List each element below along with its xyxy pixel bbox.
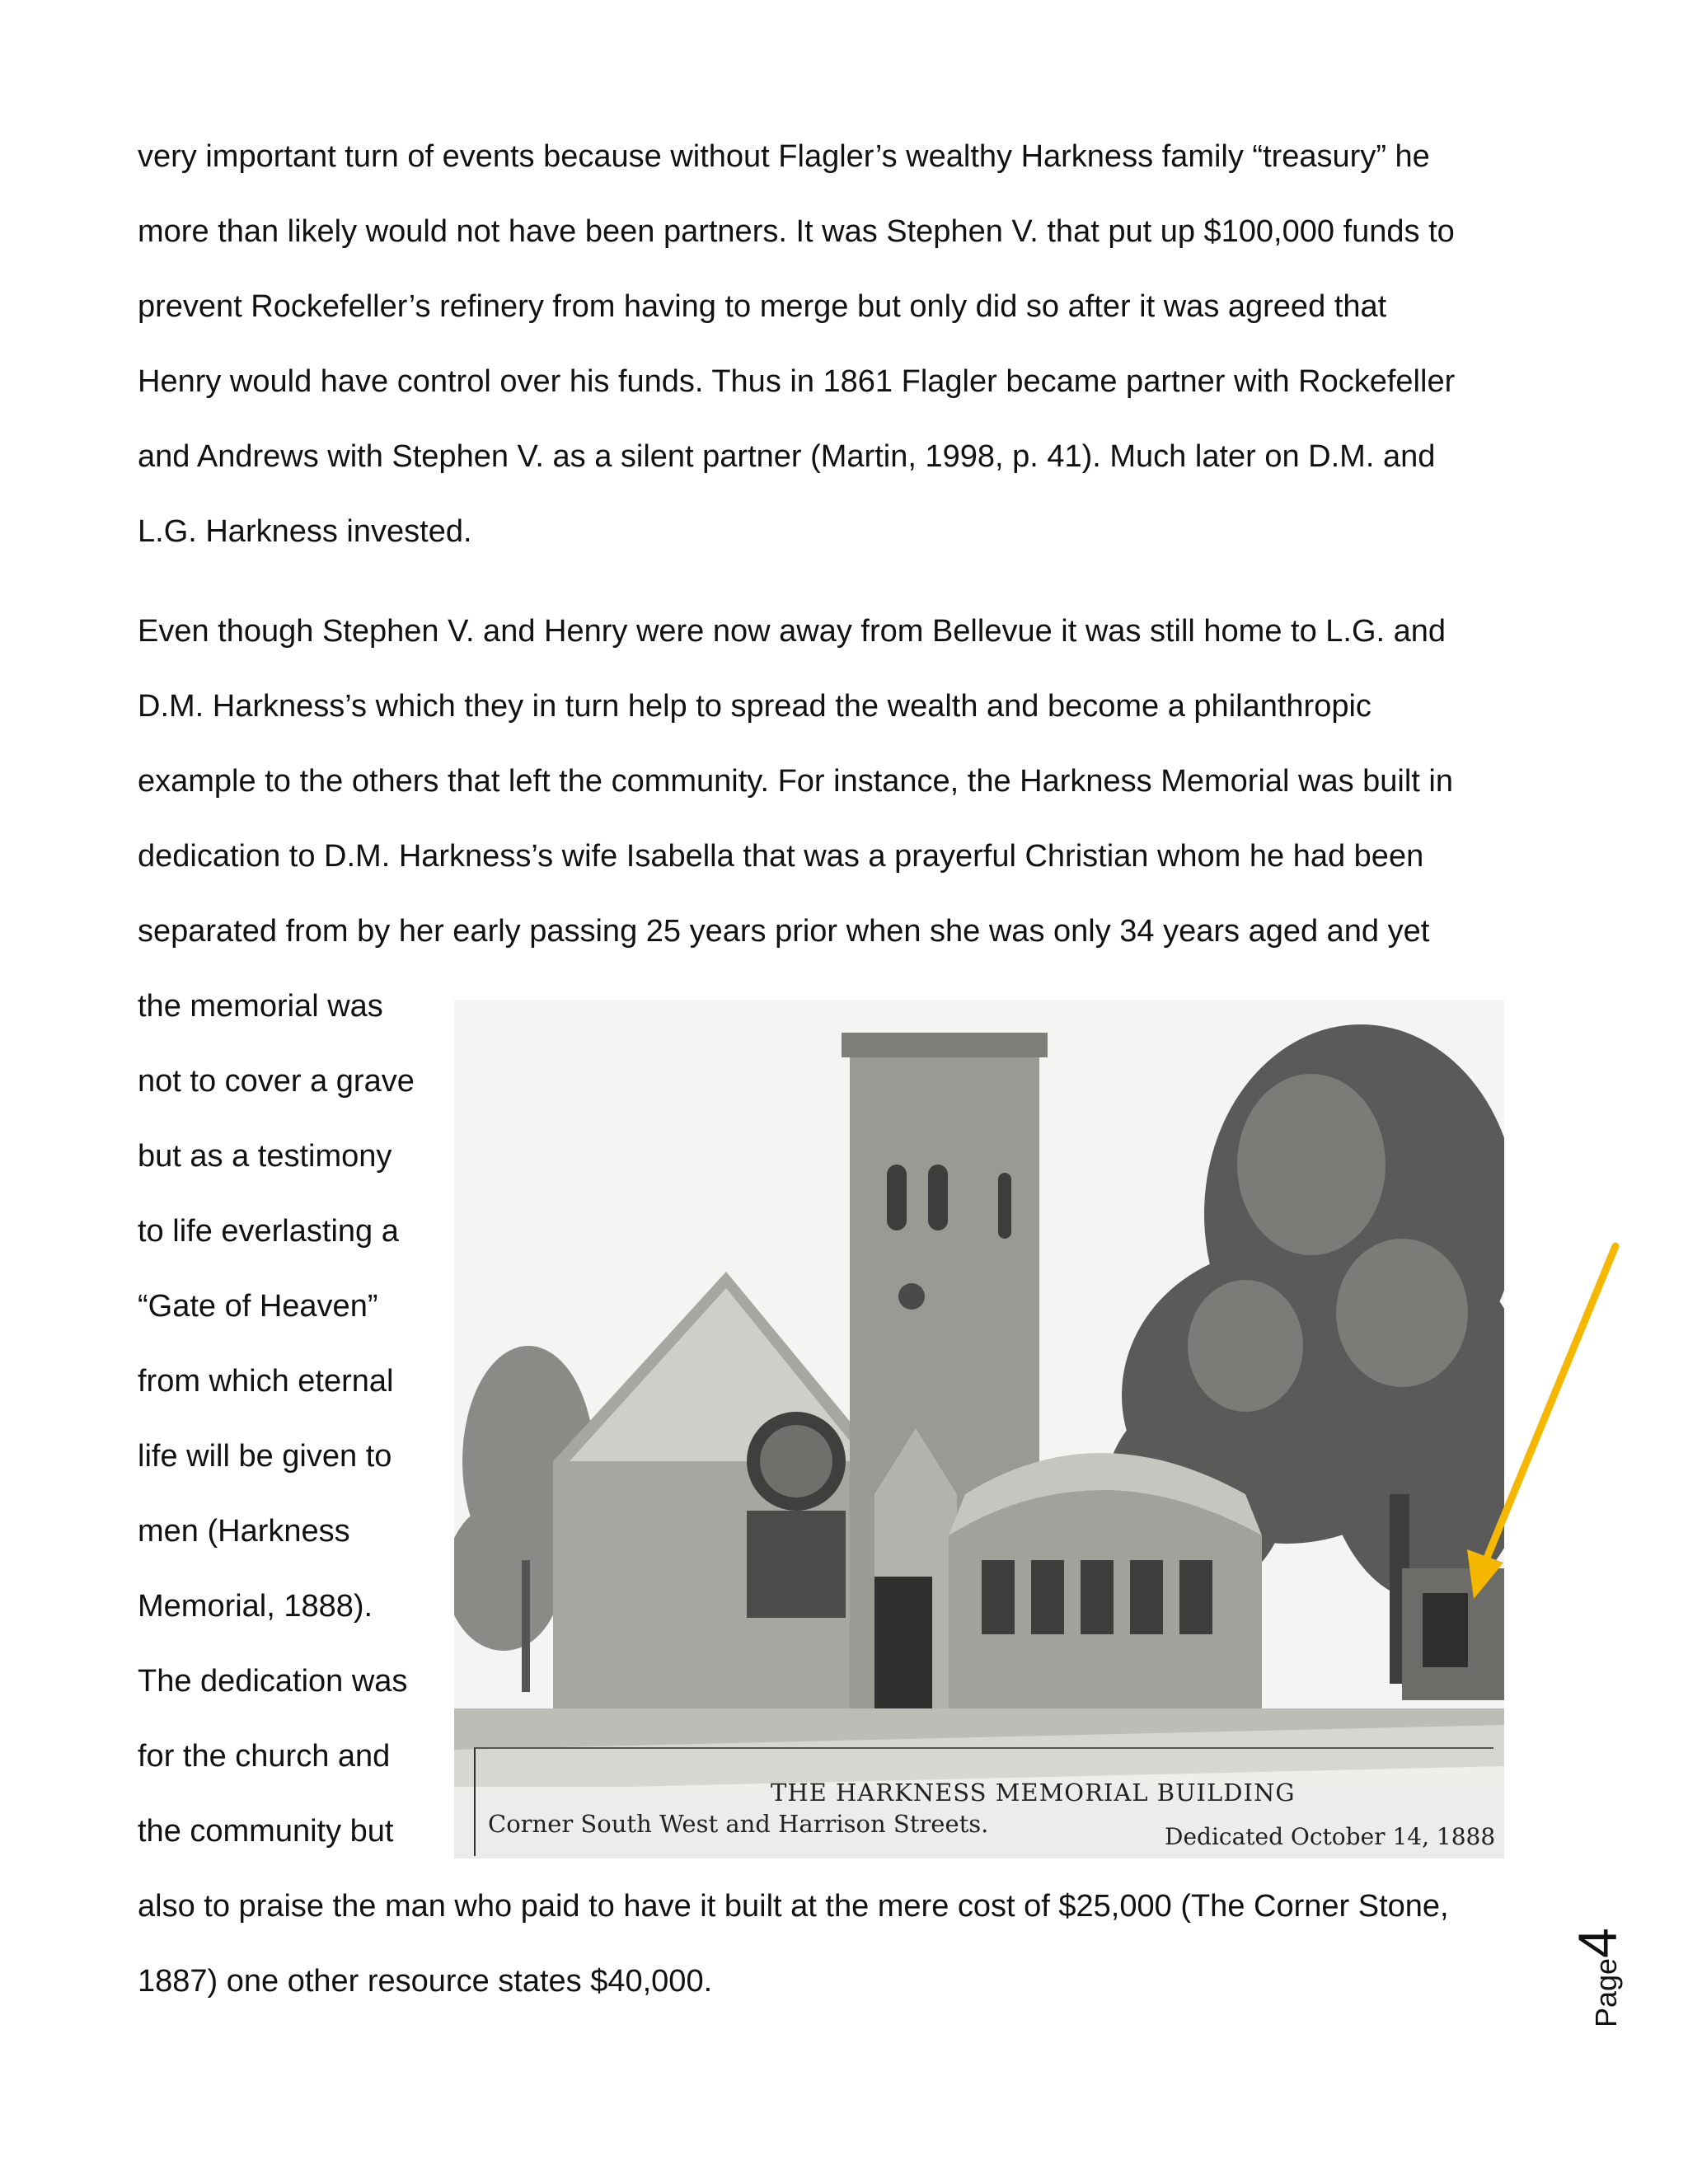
photo-caption-address: Corner South West and Harrison Streets. — [488, 1810, 989, 1838]
side-line-1: the memorial was — [138, 989, 383, 1024]
side-line-12: the community but — [138, 1814, 394, 1849]
page-number — [1566, 1928, 1629, 2027]
end-line-1: also to praise the man who paid to have it built at the mere cost of $25,000 (The Corner Stone, — [138, 1889, 1449, 1924]
body-line-11: separated from by her early passing 25 years prior when she was only 34 years aged and yet — [138, 914, 1430, 949]
side-line-2: not to cover a grave — [138, 1064, 415, 1099]
body-line-3: prevent Rockefeller’s refinery from having to merge but only did so after it was agreed that — [138, 289, 1387, 324]
harkness-memorial-photo — [454, 1000, 1504, 1858]
photo-caption-title: THE HARKNESS MEMORIAL BUILDING — [771, 1779, 1296, 1807]
page-label: Page — [1589, 1957, 1623, 2027]
page-number-value: 4 — [1567, 1928, 1628, 1958]
body-line-8: D.M. Harkness’s which they in turn help to spread the wealth and become a philanthropic — [138, 689, 1372, 724]
photo-caption-date: Dedicated October 14, 1888 — [1165, 1823, 1496, 1850]
side-line-5: “Gate of Heaven” — [138, 1289, 378, 1324]
side-line-3: but as a testimony — [138, 1139, 392, 1174]
side-line-10: The dedication was — [138, 1664, 408, 1699]
body-line-5: and Andrews with Stephen V. as a silent partner (Martin, 1998, p. 41). Much later on D.M. and — [138, 439, 1436, 474]
side-line-8: men (Harkness — [138, 1514, 350, 1549]
body-line-6: L.G. Harkness invested. — [138, 514, 472, 549]
body-line-1: very important turn of events because without Flagler’s wealthy Harkness family “treasury” he — [138, 139, 1430, 174]
side-line-4: to life everlasting a — [138, 1214, 399, 1249]
body-line-7: Even though Stephen V. and Henry were now away from Bellevue it was still home to L.G. and — [138, 614, 1447, 649]
end-line-2: 1887) one other resource states $40,000. — [138, 1964, 713, 1999]
church-illustration — [454, 1000, 1504, 1858]
body-line-4: Henry would have control over his funds. Thus in 1861 Flagler became partner with Rockefeller — [138, 364, 1456, 399]
yellow-arrow-icon — [1451, 1236, 1632, 1599]
side-line-7: life will be given to — [138, 1439, 392, 1474]
side-line-6: from which eternal — [138, 1364, 394, 1399]
side-line-9: Memorial, 1888). — [138, 1589, 373, 1624]
side-line-11: for the church and — [138, 1739, 391, 1774]
body-line-9: example to the others that left the community. For instance, the Harkness Memorial was built in — [138, 764, 1453, 799]
body-line-10: dedication to D.M. Harkness’s wife Isabella that was a prayerful Christian whom he had been — [138, 839, 1424, 874]
body-line-2: more than likely would not have been partners. It was Stephen V. that put up $100,000 funds to — [138, 214, 1455, 249]
